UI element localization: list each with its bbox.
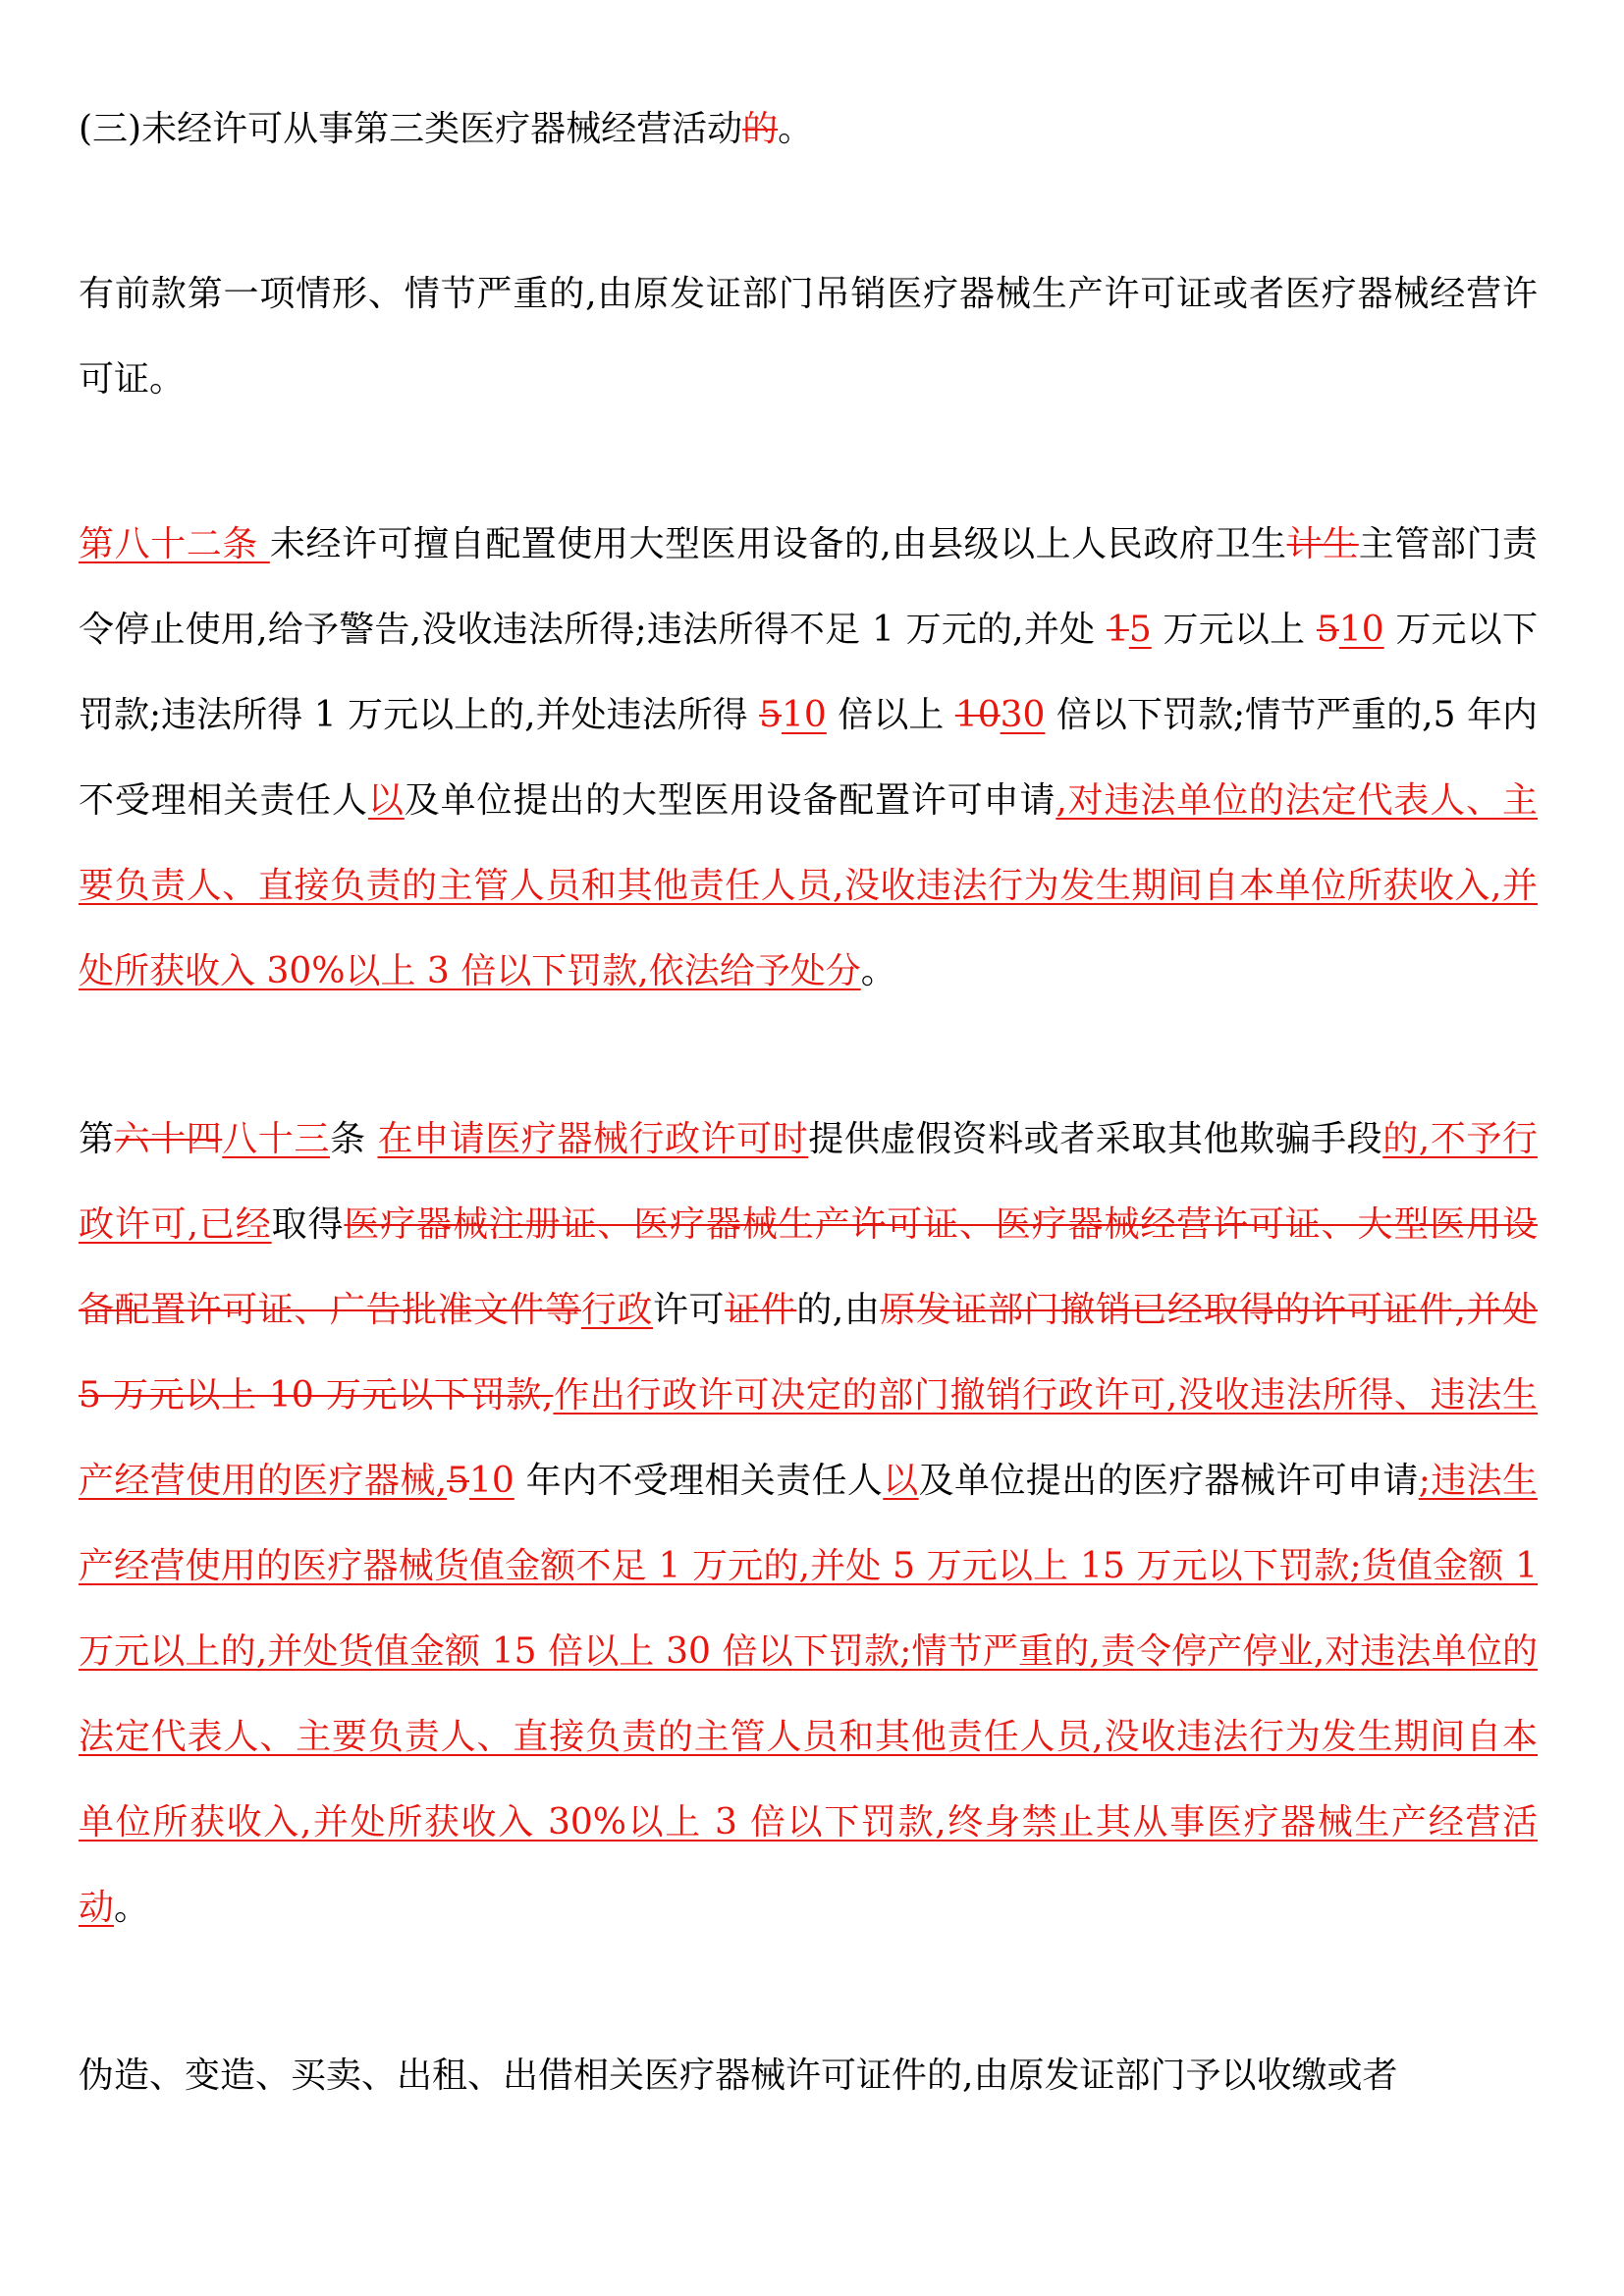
deleted-text: 10	[954, 695, 1001, 735]
inserted-text: 以	[883, 1461, 919, 1501]
deleted-text: 计生	[1286, 524, 1359, 564]
inserted-text: 10	[1338, 610, 1384, 650]
paragraph-forgery	[79, 2033, 1538, 2118]
paragraph-item-3	[79, 86, 1538, 172]
inserted-text: 以	[367, 780, 405, 821]
deleted-text: 5	[447, 1461, 469, 1501]
text-run: 万元的,并处	[893, 610, 1107, 650]
deleted-text: 5	[1316, 610, 1339, 650]
inserted-text: 八十三	[222, 1119, 330, 1159]
inserted-text: 的,不予行政许可,已经	[79, 1119, 1538, 1245]
text-run: 提供虚假资料或者采取其他欺骗手段	[808, 1119, 1383, 1159]
text-run: 万元以上的,并处违法所得	[336, 695, 760, 735]
text-run: 有前款第一项情形、情节严重的,由原发证部门吊销医疗器械生产许可证或者医疗器械经营许可证。	[79, 274, 1538, 400]
text-run: 年内不受理相关责任人	[79, 695, 1539, 821]
text-run: 倍以上	[826, 695, 955, 735]
text-run: 年内不受理相关责任人	[514, 1461, 884, 1501]
text-run: 万元以上	[1151, 610, 1317, 650]
inserted-text: 行政	[580, 1290, 653, 1330]
text-run: 万元以下罚款;违法所得	[79, 610, 1538, 735]
paragraph-revocation	[79, 251, 1538, 422]
text-run: 及单位提出的大型医用设备配置许可申请	[404, 780, 1056, 821]
text-run: 倍以下罚款;情节严重的,	[1045, 695, 1434, 735]
text-run: 1	[871, 610, 894, 650]
text-run: 的,由	[796, 1290, 881, 1330]
text-run: 。	[114, 1888, 150, 1928]
deleted-text: 六十四	[114, 1119, 223, 1159]
article-82	[79, 502, 1538, 1014]
article-83	[79, 1096, 1538, 1950]
text-run: 第	[79, 1119, 115, 1159]
inserted-text: 10	[469, 1461, 514, 1501]
deleted-text: 医疗器械注册证、医疗器械生产许可证、医疗器械经营许可证、大型医用设备配置许可证、广告批准文件等	[79, 1204, 1538, 1330]
inserted-text: ;违法生产经营使用的医疗器械货值金额不足 1 万元的,并处 5 万元以上 15 万元以下罚款;货值金额 1 万元以上的,并处货值金额 15 倍以上 30 倍以下罚款;情节严重的,责令停产停业,对违法单位的法定代表人、主要负责人、直接负责的主管人员和其他责任人员,没收违法行为发生期间自本单位所获收入,并处所获收入 30%以上 3 倍以下罚款,终身禁止其从事医疗器械生产经营活动	[79, 1461, 1538, 1928]
text-run: 及单位提出的医疗器械许可申请	[918, 1461, 1419, 1501]
text-run: 取得	[271, 1204, 345, 1245]
text-run: 伪造、变造、买卖、出租、出借相关医疗器械许可证件的,由原发证部门予以收缴或者	[79, 2056, 1398, 2096]
inserted-text: 作出行政许可决定的部门撤销行政许可,没收违法所得、违法生产经营使用的医疗器械,	[79, 1375, 1538, 1501]
deleted-text: 5	[759, 695, 783, 735]
inserted-text: 10	[782, 695, 827, 735]
text-run: 条	[329, 1119, 378, 1159]
text-run: 许可	[653, 1290, 726, 1330]
text-run: 主管部门责令停止使用,给予警告,没收违法所得;违法所得不足	[79, 524, 1538, 650]
inserted-text: 在申请医疗器械行政许可时	[377, 1119, 809, 1159]
text-run: 1	[313, 695, 337, 735]
deleted-text: 原发证部门撤销已经取得的许可证件,并处 5 万元以上 10 万元以下罚款,	[79, 1290, 1538, 1415]
deleted-text: 的	[742, 109, 779, 149]
deleted-text: 证件	[725, 1290, 797, 1330]
text-run: 。	[778, 109, 814, 149]
inserted-text: 5	[1128, 610, 1152, 650]
text-run: 未经许可擅自配置使用大型医用设备的,由县级以上人民政府卫生	[269, 524, 1287, 564]
inserted-text: 30	[1000, 695, 1046, 735]
text-run: 。	[860, 951, 896, 991]
deleted-text: 1	[1106, 610, 1129, 650]
inserted-text: 第八十二条	[79, 524, 270, 564]
text-run: 5	[1433, 695, 1456, 735]
inserted-text: ,对违法单位的法定代表人、主要负责人、直接负责的主管人员和其他责任人员,没收违法行为发生期间自本单位所获收入,并处所获收入 30%以上 3 倍以下罚款,依法给予处分	[79, 780, 1538, 991]
text-run: (三)未经许可从事第三类医疗器械经营活动	[79, 109, 743, 149]
